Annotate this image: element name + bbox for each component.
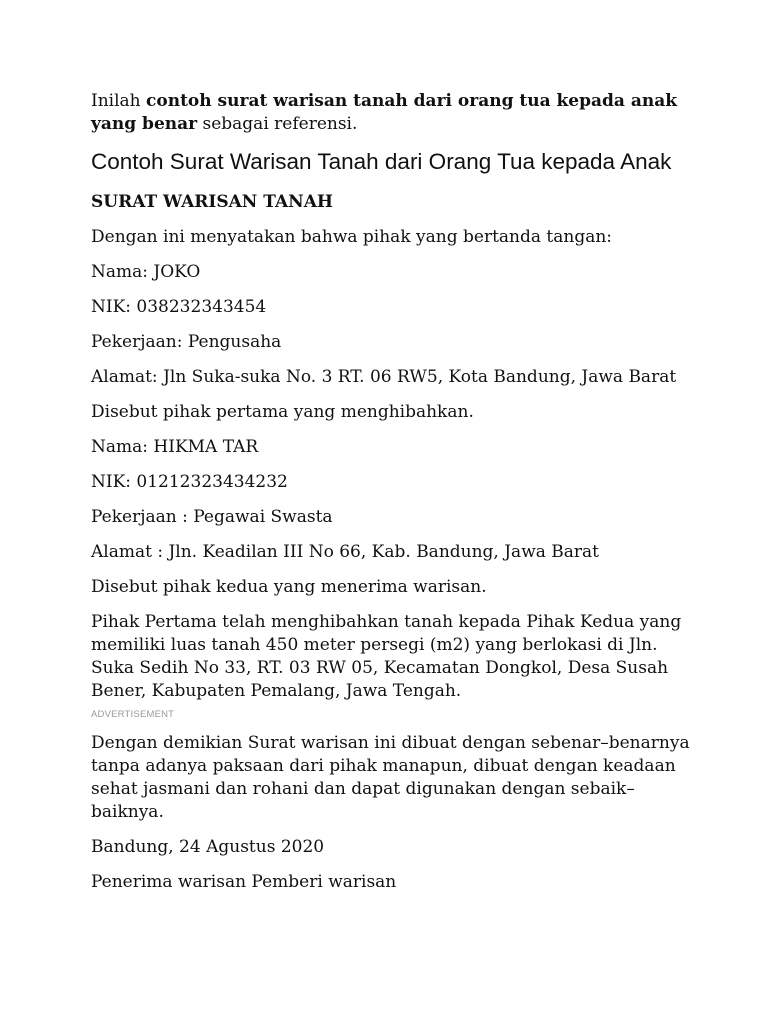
document-page bbox=[91, 90, 691, 906]
second-party-address: Alamat : Jln. Keadilan III No 66, Kab. Bandung, Jawa Barat bbox=[91, 542, 599, 562]
letter-opening: Dengan ini menyatakan bahwa pihak yang bertanda tangan: bbox=[91, 227, 613, 247]
first-party-role: Disebut pihak pertama yang menghibahkan. bbox=[91, 402, 474, 422]
place-date: Bandung, 24 Agustus 2020 bbox=[91, 837, 325, 857]
letter-title: SURAT WARISAN TANAH bbox=[91, 192, 333, 212]
signatories: Penerima warisan Pemberi warisan bbox=[91, 872, 397, 892]
first-party-address: Alamat: Jln Suka-suka No. 3 RT. 06 RW5, Kota Bandung, Jawa Barat bbox=[91, 367, 677, 387]
article-heading: Contoh Surat Warisan Tanah dari Orang Tua kepada Anak bbox=[91, 149, 672, 174]
second-party-role: Disebut pihak kedua yang menerima warisan. bbox=[91, 577, 487, 597]
first-party-occupation: Pekerjaan: Pengusaha bbox=[91, 332, 282, 352]
intro-paragraph bbox=[91, 90, 691, 136]
advertisement-label: ADVERTISEMENT bbox=[91, 709, 175, 720]
second-party-name: Nama: HIKMA TAR bbox=[91, 437, 259, 457]
second-party-nik: NIK: 01212323434232 bbox=[91, 472, 288, 492]
intro-prefix: Inilah bbox=[91, 91, 147, 111]
closing-paragraph: Dengan demikian Surat warisan ini dibuat dengan sebenar–benarnya tanpa adanya paksaan dari pihak manapun, dibuat dengan keadaan sehat jasmani dan rohani dan dapat digunakan dengan sebaik–baiknya. bbox=[91, 733, 690, 822]
intro-suffix: sebagai referensi. bbox=[197, 114, 358, 134]
grant-paragraph: Pihak Pertama telah menghibahkan tanah kepada Pihak Kedua yang memiliki luas tanah 450 meter persegi (m2) yang berlokasi di Jln. Suka Sedih No 33, RT. 03 RW 05, Kecamatan Dongkol, Desa Susah Bener, Kabupaten Pemalang, Jawa Tengah. bbox=[91, 612, 682, 701]
second-party-occupation: Pekerjaan : Pegawai Swasta bbox=[91, 507, 333, 527]
first-party-nik: NIK: 038232343454 bbox=[91, 297, 267, 317]
first-party-name: Nama: JOKO bbox=[91, 262, 201, 282]
intro-bold-text: contoh surat warisan tanah dari orang tua kepada anak yang benar bbox=[91, 91, 678, 134]
